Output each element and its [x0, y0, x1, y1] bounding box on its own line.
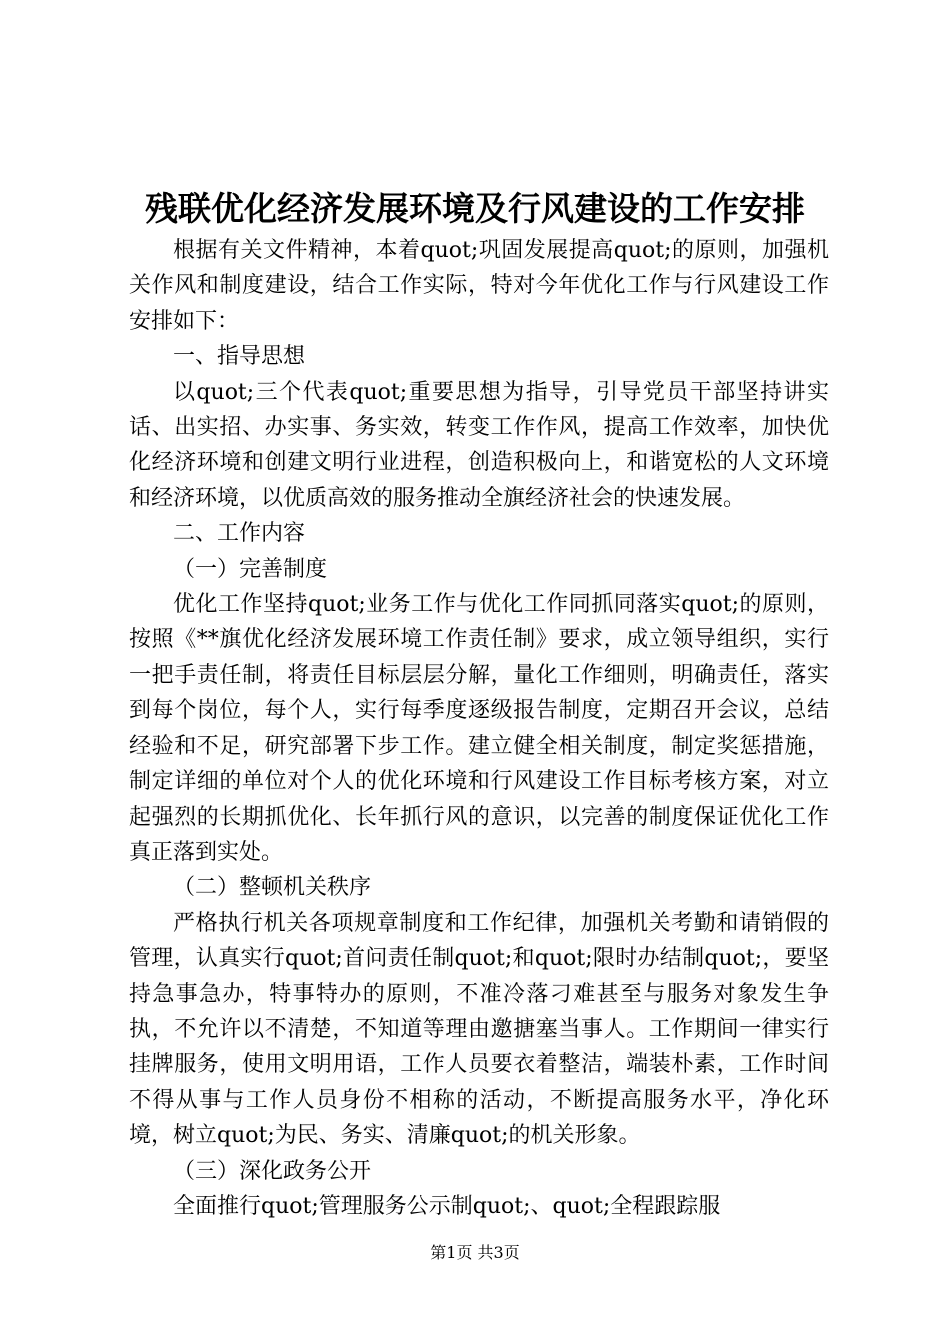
- subsection-heading-government-transparency: （三）深化政务公开: [173, 1158, 372, 1184]
- subsection-heading-improve-system: （一）完善制度: [173, 556, 328, 582]
- section-heading-guiding-ideology: 一、指导思想: [173, 344, 306, 370]
- rectify-order-paragraph: 严格执行机关各项规章制度和工作纪律，加强机关考勤和请销假的管理，认真实行quot;首问责任制quot;和quot;限时办结制quot;，要坚持急事急办，特事特办的原则，不准冷落刁难甚至与服务对象发生争执，不允许以不清楚，不知道等理由邀搪塞当事人。工作期间一律实行挂牌服务，使用文明用语，工作人员要衣着整洁，端装朴素，工作时间不得从事与工作人员身份不相称的活动，不断提高服务水平，净化环境，树立quot;为民、务实、清廉quot;的机关形象。: [129, 910, 829, 1149]
- government-transparency-paragraph: 全面推行quot;管理服务公示制quot;、quot;全程跟踪服: [173, 1193, 721, 1219]
- section-heading-work-content: 二、工作内容: [173, 521, 306, 547]
- subsection-heading-rectify-order: （二）整顿机关秩序: [173, 875, 372, 901]
- document-body: [129, 233, 829, 1224]
- improve-system-paragraph: 优化工作坚持quot;业务工作与优化工作同抓同落实quot;的原则，按照《**旗优化经济发展环境工作责任制》要求，成立领导组织，实行一把手责任制，将责任目标层层分解，量化工作细则，明确责任，落实到每个岗位，每个人，实行每季度逐级报告制度，定期召开会议，总结经验和不足，研究部署下步工作。建立健全相关制度，制定奖惩措施，制定详细的单位对个人的优化环境和行风建设工作目标考核方案，对立起强烈的长期抓优化、长年抓行风的意识，以完善的制度保证优化工作真正落到实处。: [129, 592, 829, 865]
- guiding-ideology-paragraph: 以quot;三个代表quot;重要思想为指导，引导党员干部坚持讲实话、出实招、办实事、务实效，转变工作作风，提高工作效率，加快优化经济环境和创建文明行业进程，创造积极向上，和谐宽松的人文环境和经济环境，以优质高效的服务推动全旗经济社会的快速发展。: [129, 379, 829, 511]
- document-title: 残联优化经济发展环境及行风建设的工作安排: [145, 189, 805, 228]
- intro-paragraph: 根据有关文件精神，本着quot;巩固发展提高quot;的原则，加强机关作风和制度建设，结合工作实际，特对今年优化工作与行风建设工作安排如下：: [129, 238, 829, 334]
- page-footer: 第1页 共3页: [430, 1243, 520, 1262]
